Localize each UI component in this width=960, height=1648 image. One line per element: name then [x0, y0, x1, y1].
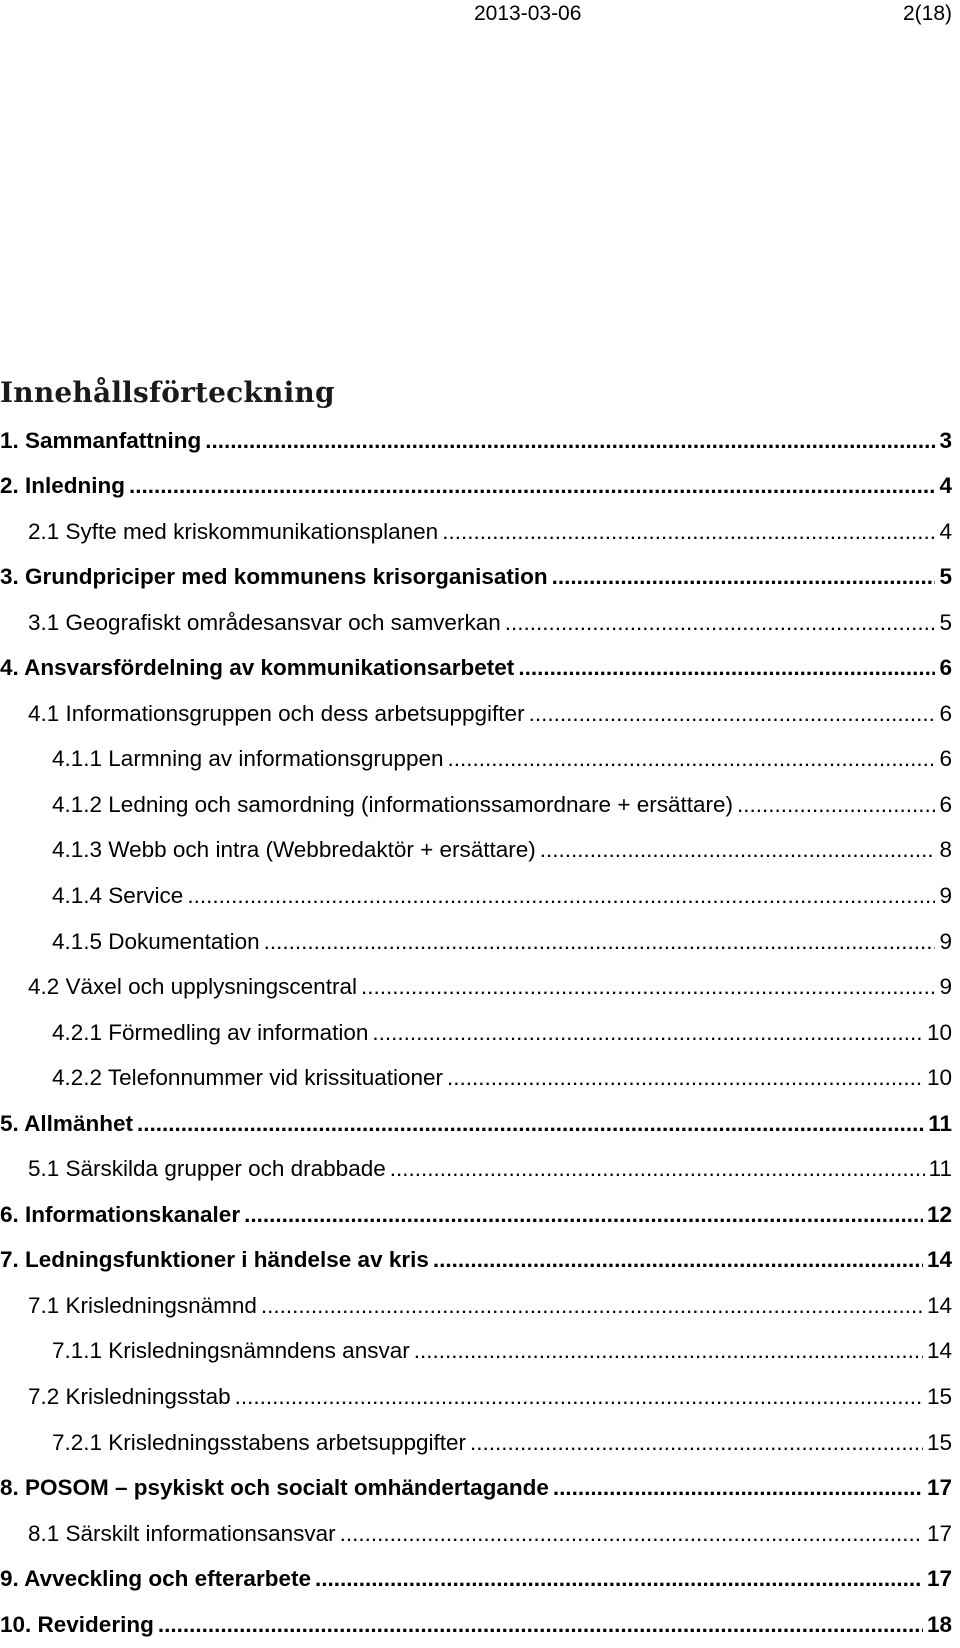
toc-entry-text: 2.1 Syfte med kriskommunikationsplanen	[28, 518, 439, 544]
toc-entry-page: 17	[926, 1520, 952, 1546]
toc-title: Innehållsförteckning	[0, 376, 335, 409]
toc-dot-leader	[264, 931, 936, 954]
toc-dot-leader	[205, 430, 935, 453]
toc-entry[interactable]	[0, 873, 952, 919]
toc-dot-leader	[470, 1432, 923, 1455]
toc-entry-text: 4.1.1 Larmning av informationsgruppen	[52, 746, 444, 772]
toc-entry[interactable]	[0, 828, 952, 874]
toc-dot-leader	[372, 1022, 923, 1045]
toc-entry-page: 11	[928, 1110, 952, 1136]
toc-entry[interactable]	[0, 600, 952, 646]
toc-entry-page: 6	[939, 655, 952, 681]
toc-entry-text: 4.1.2 Ledning och samordning (informationssamordnare + ersättare)	[52, 791, 733, 817]
toc-entry[interactable]	[0, 464, 952, 510]
table-of-contents	[0, 418, 952, 1648]
toc-entry-page: 5	[939, 564, 952, 590]
toc-dot-leader	[158, 1614, 923, 1637]
toc-entry-page: 18	[926, 1611, 952, 1637]
toc-entry-page: 17	[926, 1475, 952, 1501]
toc-entry-page: 15	[926, 1384, 952, 1409]
toc-entry-text: 10. Revidering	[0, 1611, 154, 1637]
toc-entry-text: 3.1 Geografiskt områdesansvar och samverkan	[28, 609, 501, 635]
toc-entry[interactable]	[0, 737, 952, 783]
toc-entry-text: 7.2 Krisledningsstab	[28, 1384, 231, 1409]
header-page-number: 2(18)	[902, 2, 952, 25]
toc-entry-text: 4. Ansvarsfördelning av kommunikationsarbetet	[0, 655, 515, 681]
toc-entry[interactable]	[0, 1010, 952, 1056]
toc-entry-page: 9	[939, 882, 952, 908]
toc-dot-leader	[448, 748, 936, 771]
toc-dot-leader	[442, 521, 935, 544]
toc-entry-page: 3	[939, 427, 952, 453]
toc-entry[interactable]	[0, 1101, 952, 1147]
toc-entry-text: 1. Sammanfattning	[0, 427, 202, 453]
header-date: 2013-03-06	[474, 2, 582, 25]
toc-entry-text: 4.2 Växel och upplysningscentral	[28, 974, 357, 1000]
toc-entry-page: 9	[939, 974, 952, 1000]
toc-entry[interactable]	[0, 1420, 952, 1466]
toc-entry-text: 9. Avveckling och efterarbete	[0, 1566, 311, 1592]
toc-dot-leader	[553, 1477, 923, 1500]
toc-entry[interactable]	[0, 1192, 952, 1238]
toc-entry[interactable]	[0, 646, 952, 692]
toc-dot-leader	[433, 1249, 923, 1272]
toc-entry-text: 7.2.1 Krisledningsstabens arbetsuppgifter	[52, 1429, 467, 1455]
toc-entry-text: 4.1 Informationsgruppen och dess arbetsuppgifter	[28, 700, 525, 726]
toc-entry-page: 8	[939, 837, 952, 863]
toc-entry-text: 7.1 Krisledningsnämnd	[28, 1292, 257, 1318]
page-header	[0, 0, 960, 34]
toc-entry[interactable]	[0, 1511, 952, 1557]
toc-dot-leader	[529, 703, 936, 726]
toc-entry-page: 14	[926, 1247, 952, 1273]
toc-entry-text: 4.2.1 Förmedling av information	[52, 1019, 369, 1045]
toc-entry[interactable]	[0, 1329, 952, 1375]
toc-entry-page: 10	[926, 1019, 952, 1045]
toc-entry-text: 6. Informationskanaler	[0, 1201, 241, 1227]
toc-entry[interactable]	[0, 1147, 952, 1193]
toc-entry-page: 9	[939, 928, 952, 954]
toc-entry-text: 5. Allmänhet	[0, 1110, 133, 1136]
toc-entry[interactable]	[0, 1466, 952, 1512]
toc-dot-leader	[414, 1340, 923, 1363]
toc-entry[interactable]	[0, 1283, 952, 1329]
toc-entry[interactable]	[0, 691, 952, 737]
toc-entry-text: 3. Grundpriciper med kommunens krisorganisation	[0, 564, 548, 590]
toc-entry-page: 4	[939, 473, 952, 499]
toc-entry-text: 8.1 Särskilt informationsansvar	[28, 1520, 336, 1546]
toc-entry-page: 6	[939, 791, 952, 817]
toc-entry-page: 12	[926, 1201, 952, 1227]
toc-dot-leader	[737, 794, 935, 817]
toc-entry-text: 7.1.1 Krisledningsnämndens ansvar	[52, 1338, 410, 1364]
toc-entry[interactable]	[0, 1557, 952, 1603]
toc-entry[interactable]	[0, 509, 952, 555]
toc-dot-leader	[552, 566, 936, 589]
toc-entry-page: 11	[928, 1156, 952, 1182]
toc-entry-page: 5	[939, 609, 952, 635]
toc-dot-leader	[340, 1523, 923, 1546]
toc-dot-leader	[235, 1386, 923, 1409]
toc-entry-page: 10	[926, 1065, 952, 1091]
toc-entry[interactable]	[0, 919, 952, 965]
toc-dot-leader	[540, 839, 936, 862]
toc-entry[interactable]	[0, 965, 952, 1011]
toc-entry[interactable]	[0, 782, 952, 828]
toc-entry-text: 7. Ledningsfunktioner i händelse av kris	[0, 1247, 429, 1273]
toc-entry-text: 4.1.4 Service	[52, 882, 184, 908]
toc-entry-text: 8. POSOM – psykiskt och socialt omhändertagande	[0, 1475, 549, 1501]
toc-entry-page: 6	[939, 700, 952, 726]
toc-dot-leader	[447, 1067, 923, 1090]
toc-dot-leader	[390, 1158, 925, 1181]
toc-entry-text: 5.1 Särskilda grupper och drabbade	[28, 1156, 386, 1182]
toc-dot-leader	[315, 1568, 923, 1591]
toc-entry-page: 14	[926, 1292, 952, 1318]
toc-entry-page: 6	[939, 746, 952, 772]
toc-dot-leader	[244, 1204, 923, 1227]
toc-entry-text: 4.2.2 Telefonnummer vid krissituationer	[52, 1065, 444, 1091]
toc-entry[interactable]	[0, 1602, 952, 1648]
toc-entry-page: 15	[926, 1429, 952, 1455]
toc-entry-text: 2. Inledning	[0, 473, 126, 499]
toc-entry[interactable]	[0, 418, 952, 464]
toc-entry-page: 14	[926, 1338, 952, 1364]
toc-entry-text: 4.1.5 Dokumentation	[52, 928, 260, 954]
toc-dot-leader	[261, 1295, 923, 1318]
toc-entry[interactable]	[0, 555, 952, 601]
toc-entry-page: 17	[926, 1566, 952, 1592]
toc-dot-leader	[518, 657, 935, 680]
toc-entry-page: 4	[939, 518, 952, 544]
toc-dot-leader	[361, 976, 936, 999]
toc-dot-leader	[129, 475, 935, 498]
toc-dot-leader	[137, 1113, 924, 1136]
toc-entry[interactable]	[0, 1374, 952, 1420]
toc-entry[interactable]	[0, 1056, 952, 1102]
toc-entry-text: 4.1.3 Webb och intra (Webbredaktör + ersättare)	[52, 837, 536, 863]
toc-dot-leader	[187, 885, 935, 908]
toc-dot-leader	[505, 612, 936, 635]
toc-entry[interactable]	[0, 1238, 952, 1284]
